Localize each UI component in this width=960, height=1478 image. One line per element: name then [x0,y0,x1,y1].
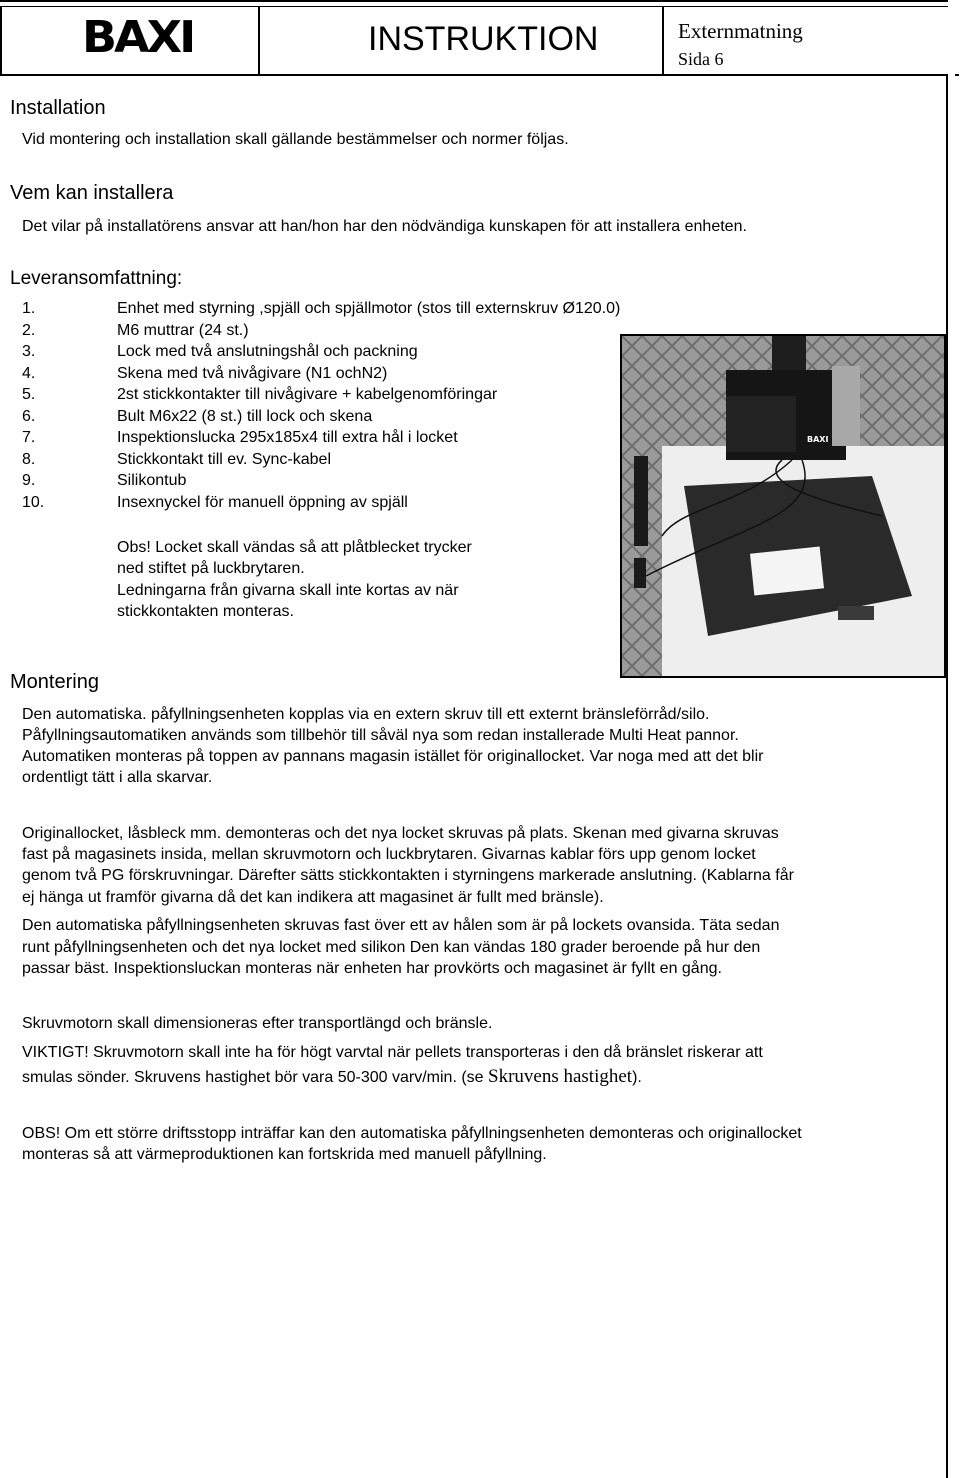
mounting-paragraph-line [22,1066,642,1088]
who-heading: Vem kan installera [10,182,174,204]
mounting-paragraph-line: Originallocket, låsbleck mm. demonteras och det nya locket skruvas på plats. Skenan med givarna skruvas [22,825,779,842]
mounting-paragraph-line: Påfyllningsautomatiken används som tillbehör till såväl nya som redan installerade Multi Heat pannor. [22,727,739,744]
mounting-paragraph-line: Skruvmotorn skall dimensioneras efter transportlängd och bränsle. [22,1015,493,1032]
product-photo-drawing [622,336,944,676]
section-name: Externmatning [678,19,803,43]
installation-text: Vid montering och installation skall gällande bestämmelser och normer följas. [22,131,569,148]
mounting-paragraph-line: OBS! Om ett större driftsstopp inträffar kan den automatiska påfyllningsenheten demonteras och originallocket [22,1125,802,1142]
mounting-paragraph-line: ej hänga ut framför givarna då det kan indikera att magasinet är fullt med bränsle). [22,889,604,906]
who-text: Det vilar på installatörens ansvar att han/hon har den nödvändiga kunskapen för att installera enheten. [22,218,747,235]
mounting-paragraph-line: Den automatiska påfyllningsenheten skruvas fast över ett av hålen som är på lockets ovansida. Täta sedan [22,917,780,934]
delivery-note-line: Obs! Locket skall vändas så att plåtblecket trycker [117,539,472,556]
warning-text-end: ). [632,1069,642,1086]
baxi-logo: BAXI [82,11,194,63]
delivery-heading: Leveransomfattning: [10,268,183,289]
header-divider [0,6,2,74]
mounting-paragraph-line: genom två PG förskruvningar. Därefter sätts stickkontakten i styrningens markerade anslutning. (Kablarna får [22,867,794,884]
mounting-paragraph-line: ordentligt tätt i alla skarvar. [22,769,213,786]
document-title: INSTRUKTION [368,20,599,58]
mounting-paragraph-line: Automatiken monteras på toppen av pannans magasin istället för originallocket. Var noga med att det blir [22,748,764,765]
header-divider [662,6,664,74]
page-number: Sida 6 [678,49,724,69]
delivery-note-line: stickkontakten monteras. [117,603,294,620]
mounting-paragraph-line: runt påfyllningsenheten och det nya locket med silikon Den kan vändas 180 grader beroende på hur den [22,939,761,956]
mounting-paragraph-line: Den automatiska. påfyllningsenheten kopplas via en extern skruv till ett externt bränsleförråd/silo. [22,706,710,723]
mounting-paragraph-line: monteras så att värmeproduktionen kan fortskrida med manuell påfyllning. [22,1146,547,1163]
mounting-paragraph-line: VIKTIGT! Skruvmotorn skall inte ha för högt varvtal när pellets transporteras i den då bränslet riskerar att [22,1044,763,1061]
right-margin-rule [946,76,948,1478]
mounting-paragraph-line: passar bäst. Inspektionsluckan monteras när enheten har provkörts och magasinet är fyllt en gång. [22,960,722,977]
delivery-note-line: ned stiftet på luckbrytaren. [117,560,305,577]
header-top-rule [0,6,948,7]
header-divider [258,6,260,74]
installation-heading: Installation [10,97,106,119]
product-photo [620,334,946,678]
photo-brand-label: BAXI [807,435,829,444]
delivery-note-line: Ledningarna från givarna skall inte kortas av när [117,582,459,599]
warning-text: smulas sönder. Skruvens hastighet bör vara 50-300 varv/min. (se [22,1069,488,1086]
cross-reference-link[interactable]: Skruvens hastighet [488,1066,633,1087]
corner-mark [955,74,959,76]
mounting-paragraph-line: fast på magasinets insida, mellan skruvmotorn och luckbrytaren. Givarnas kablar förs upp genom locket [22,846,756,863]
mounting-heading: Montering [10,671,99,693]
